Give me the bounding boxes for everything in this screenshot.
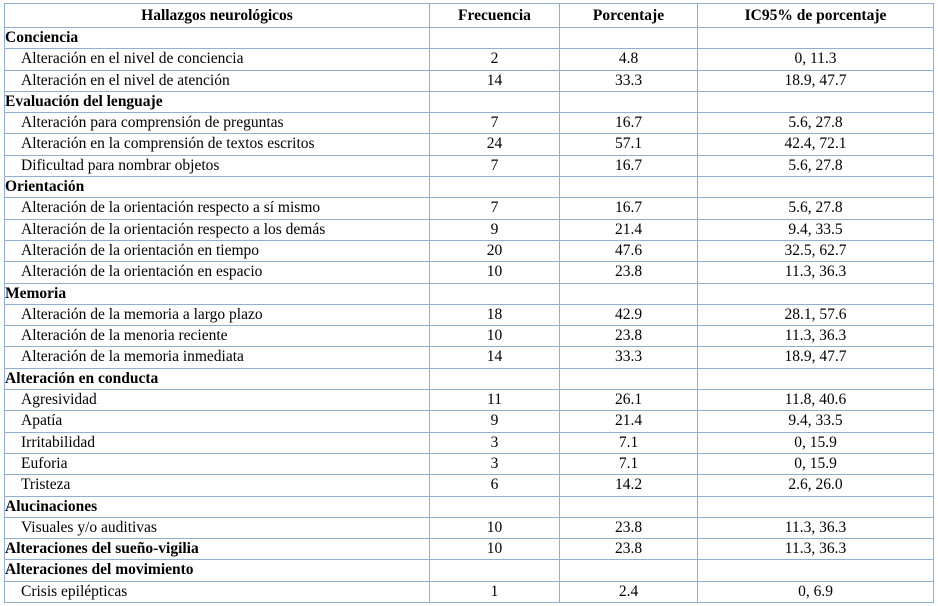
percentage-cell: 21.4 (560, 411, 698, 432)
table-group-row (5, 177, 934, 198)
group-label: Alteración en conducta (5, 368, 430, 389)
percentage-cell: 23.8 (560, 517, 698, 538)
table-row (5, 453, 934, 474)
finding-label: Irritabilidad (5, 432, 430, 453)
percentage-cell: 23.8 (560, 539, 698, 560)
ci95-cell (698, 496, 934, 517)
percentage-cell: 33.3 (560, 70, 698, 91)
finding-label: Tristeza (5, 475, 430, 496)
frequency-cell: 2 (430, 49, 560, 70)
percentage-cell: 7.1 (560, 432, 698, 453)
percentage-cell: 21.4 (560, 219, 698, 240)
ci95-cell (698, 177, 934, 198)
percentage-cell: 2.4 (560, 581, 698, 602)
ci95-cell: 11.3, 36.3 (698, 517, 934, 538)
frequency-cell (430, 283, 560, 304)
ci95-cell: 9.4, 33.5 (698, 219, 934, 240)
frequency-cell (430, 496, 560, 517)
header-percentage: Porcentaje (560, 4, 698, 28)
percentage-cell (560, 368, 698, 389)
frequency-cell: 10 (430, 539, 560, 560)
table-row (5, 326, 934, 347)
table-row (5, 219, 934, 240)
frequency-cell (430, 560, 560, 581)
finding-label: Dificultad para nombrar objetos (5, 155, 430, 176)
group-label: Alteraciones del sueño-vigilia (5, 539, 430, 560)
percentage-cell: 4.8 (560, 49, 698, 70)
group-label: Orientación (5, 177, 430, 198)
table-row (5, 390, 934, 411)
ci95-cell: 0, 6.9 (698, 581, 934, 602)
table-row (5, 240, 934, 261)
frequency-cell: 9 (430, 219, 560, 240)
finding-label: Apatía (5, 411, 430, 432)
ci95-cell: 9.4, 33.5 (698, 411, 934, 432)
finding-label: Visuales y/o auditivas (5, 517, 430, 538)
percentage-cell (560, 560, 698, 581)
frequency-cell: 14 (430, 70, 560, 91)
table-row (5, 475, 934, 496)
finding-label: Alteración para comprensión de preguntas (5, 113, 430, 134)
ci95-cell: 28.1, 57.6 (698, 304, 934, 325)
frequency-cell (430, 91, 560, 112)
finding-label: Alteración en el nivel de conciencia (5, 49, 430, 70)
ci95-cell: 2.6, 26.0 (698, 475, 934, 496)
table-row (5, 517, 934, 538)
table-row (5, 134, 934, 155)
percentage-cell: 47.6 (560, 240, 698, 261)
neurological-findings-table (4, 3, 934, 603)
finding-label: Alteración de la orientación respecto a los demás (5, 219, 430, 240)
percentage-cell: 57.1 (560, 134, 698, 155)
percentage-cell (560, 28, 698, 49)
frequency-cell: 14 (430, 347, 560, 368)
frequency-cell: 6 (430, 475, 560, 496)
table-group-row (5, 539, 934, 560)
header-frequency: Frecuencia (430, 4, 560, 28)
ci95-cell: 5.6, 27.8 (698, 155, 934, 176)
ci95-cell: 0, 11.3 (698, 49, 934, 70)
frequency-cell: 9 (430, 411, 560, 432)
percentage-cell: 23.8 (560, 262, 698, 283)
percentage-cell: 7.1 (560, 453, 698, 474)
frequency-cell (430, 177, 560, 198)
percentage-cell: 33.3 (560, 347, 698, 368)
ci95-cell (698, 91, 934, 112)
percentage-cell: 14.2 (560, 475, 698, 496)
table-row (5, 347, 934, 368)
frequency-cell: 1 (430, 581, 560, 602)
frequency-cell: 7 (430, 155, 560, 176)
frequency-cell: 10 (430, 517, 560, 538)
table-body (5, 28, 934, 603)
group-label: Alucinaciones (5, 496, 430, 517)
frequency-cell: 10 (430, 326, 560, 347)
ci95-cell (698, 560, 934, 581)
percentage-cell: 42.9 (560, 304, 698, 325)
table-group-row (5, 560, 934, 581)
frequency-cell: 3 (430, 453, 560, 474)
table-row (5, 113, 934, 134)
ci95-cell: 32.5, 62.7 (698, 240, 934, 261)
ci95-cell (698, 283, 934, 304)
table-row (5, 262, 934, 283)
table-group-row (5, 28, 934, 49)
table-group-row (5, 496, 934, 517)
finding-label: Alteración de la orientación en espacio (5, 262, 430, 283)
ci95-cell (698, 368, 934, 389)
ci95-cell: 0, 15.9 (698, 432, 934, 453)
finding-label: Alteración de la orientación respecto a sí mismo (5, 198, 430, 219)
ci95-cell: 5.6, 27.8 (698, 198, 934, 219)
frequency-cell: 7 (430, 198, 560, 219)
header-findings: Hallazgos neurológicos (5, 4, 430, 28)
table-group-row (5, 91, 934, 112)
percentage-cell: 23.8 (560, 326, 698, 347)
finding-label: Alteración de la menoria reciente (5, 326, 430, 347)
frequency-cell: 10 (430, 262, 560, 283)
ci95-cell: 0, 15.9 (698, 453, 934, 474)
finding-label: Euforia (5, 453, 430, 474)
header-ci95: IC95% de porcentaje (698, 4, 934, 28)
ci95-cell: 5.6, 27.8 (698, 113, 934, 134)
table-row (5, 155, 934, 176)
percentage-cell: 16.7 (560, 155, 698, 176)
table-row (5, 70, 934, 91)
group-label: Memoria (5, 283, 430, 304)
frequency-cell: 7 (430, 113, 560, 134)
ci95-cell (698, 28, 934, 49)
frequency-cell: 24 (430, 134, 560, 155)
ci95-cell: 18.9, 47.7 (698, 70, 934, 91)
finding-label: Alteración en la comprensión de textos escritos (5, 134, 430, 155)
table-group-row (5, 368, 934, 389)
percentage-cell: 26.1 (560, 390, 698, 411)
percentage-cell (560, 91, 698, 112)
ci95-cell: 11.8, 40.6 (698, 390, 934, 411)
table-row (5, 304, 934, 325)
percentage-cell (560, 283, 698, 304)
table-header (5, 4, 934, 28)
group-label: Conciencia (5, 28, 430, 49)
frequency-cell (430, 28, 560, 49)
percentage-cell: 16.7 (560, 113, 698, 134)
frequency-cell: 11 (430, 390, 560, 411)
table-group-row (5, 283, 934, 304)
percentage-cell (560, 496, 698, 517)
ci95-cell: 11.3, 36.3 (698, 539, 934, 560)
group-label: Evaluación del lenguaje (5, 91, 430, 112)
frequency-cell (430, 368, 560, 389)
finding-label: Alteración de la memoria a largo plazo (5, 304, 430, 325)
frequency-cell: 20 (430, 240, 560, 261)
header-row (5, 4, 934, 28)
ci95-cell: 11.3, 36.3 (698, 262, 934, 283)
ci95-cell: 42.4, 72.1 (698, 134, 934, 155)
finding-label: Crisis epilépticas (5, 581, 430, 602)
frequency-cell: 3 (430, 432, 560, 453)
table-row (5, 411, 934, 432)
ci95-cell: 18.9, 47.7 (698, 347, 934, 368)
group-label: Alteraciones del movimiento (5, 560, 430, 581)
finding-label: Alteración de la orientación en tiempo (5, 240, 430, 261)
percentage-cell: 16.7 (560, 198, 698, 219)
percentage-cell (560, 177, 698, 198)
frequency-cell: 18 (430, 304, 560, 325)
table-row (5, 432, 934, 453)
table-row (5, 198, 934, 219)
table-row (5, 49, 934, 70)
ci95-cell: 11.3, 36.3 (698, 326, 934, 347)
finding-label: Alteración de la memoria inmediata (5, 347, 430, 368)
finding-label: Agresividad (5, 390, 430, 411)
table-row (5, 581, 934, 602)
finding-label: Alteración en el nivel de atención (5, 70, 430, 91)
